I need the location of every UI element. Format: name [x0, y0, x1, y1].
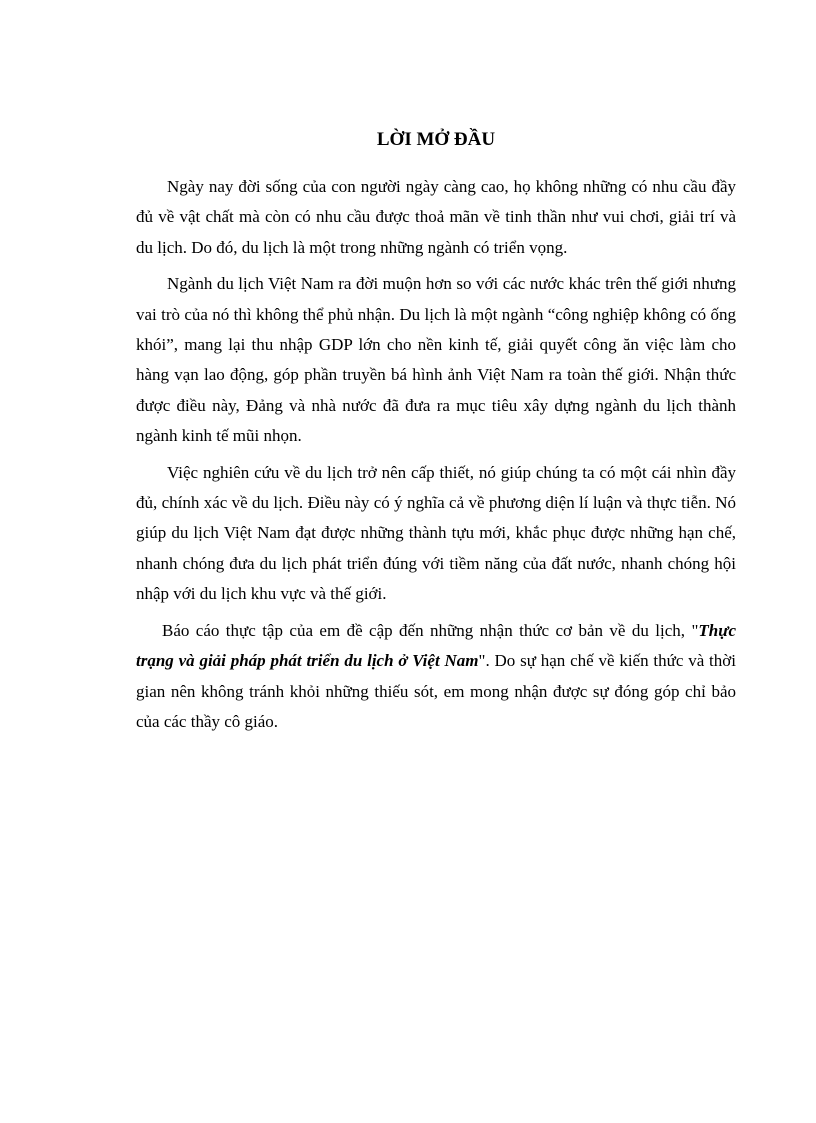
paragraph-2: Ngành du lịch Việt Nam ra đời muộn hơn so với các nước khác trên thế giới nhưng vai trò của nó thì không thể phủ nhận. Du lịch là một ngành “công nghiệp không có ống khói”, mang lại thu nhập GDP lớn cho nền kinh tế, giải quyết công ăn việc làm cho hàng vạn lao động, góp phần truyền bá hình ảnh Việt Nam ra toàn thế giới. Nhận thức được điều này, Đảng và nhà nước đã đưa ra mục tiêu xây dựng ngành du lịch thành ngành kinh tế mũi nhọn. [136, 274, 736, 446]
paragraph-4-text-after: ". Do sự hạn chế về kiến thức và thời gian nên không tránh khỏi những thiếu sót, em mong nhận được sự đóng góp chỉ bảo của các thầy cô giáo. [136, 651, 736, 731]
paragraph-3: Việc nghiên cứu về du lịch trở nên cấp thiết, nó giúp chúng ta có một cái nhìn đầy đủ, chính xác về du lịch. Điều này có ý nghĩa cả về phương diện lí luận và thực tiễn. Nó giúp du lịch Việt Nam đạt được những thành tựu mới, khắc phục được những hạn chế, nhanh chóng đưa du lịch phát triển đúng với tiềm năng của đất nước, nhanh chóng hội nhập với du lịch khu vực và thế giới. [136, 462, 736, 604]
paragraph-1: Ngày nay đời sống của con người ngày càng cao, họ không những có nhu cầu đầy đủ về vật chất mà còn có nhu cầu được thoả mãn về tinh thần như vui chơi, giải trí và du lịch. Do đó, du lịch là một trong những ngành có triển vọng. [136, 177, 736, 257]
document-title: LỜI MỞ ĐẦU [376, 129, 496, 150]
paragraph-4-text-before: Báo cáo thực tập của em đề cập đến những nhận thức cơ bản về du lịch, " [162, 620, 699, 640]
report-topic-emphasis: Thực trạng và giải pháp phát triển du lịch ở Việt Nam [136, 620, 736, 671]
paragraph-4 [136, 616, 736, 738]
